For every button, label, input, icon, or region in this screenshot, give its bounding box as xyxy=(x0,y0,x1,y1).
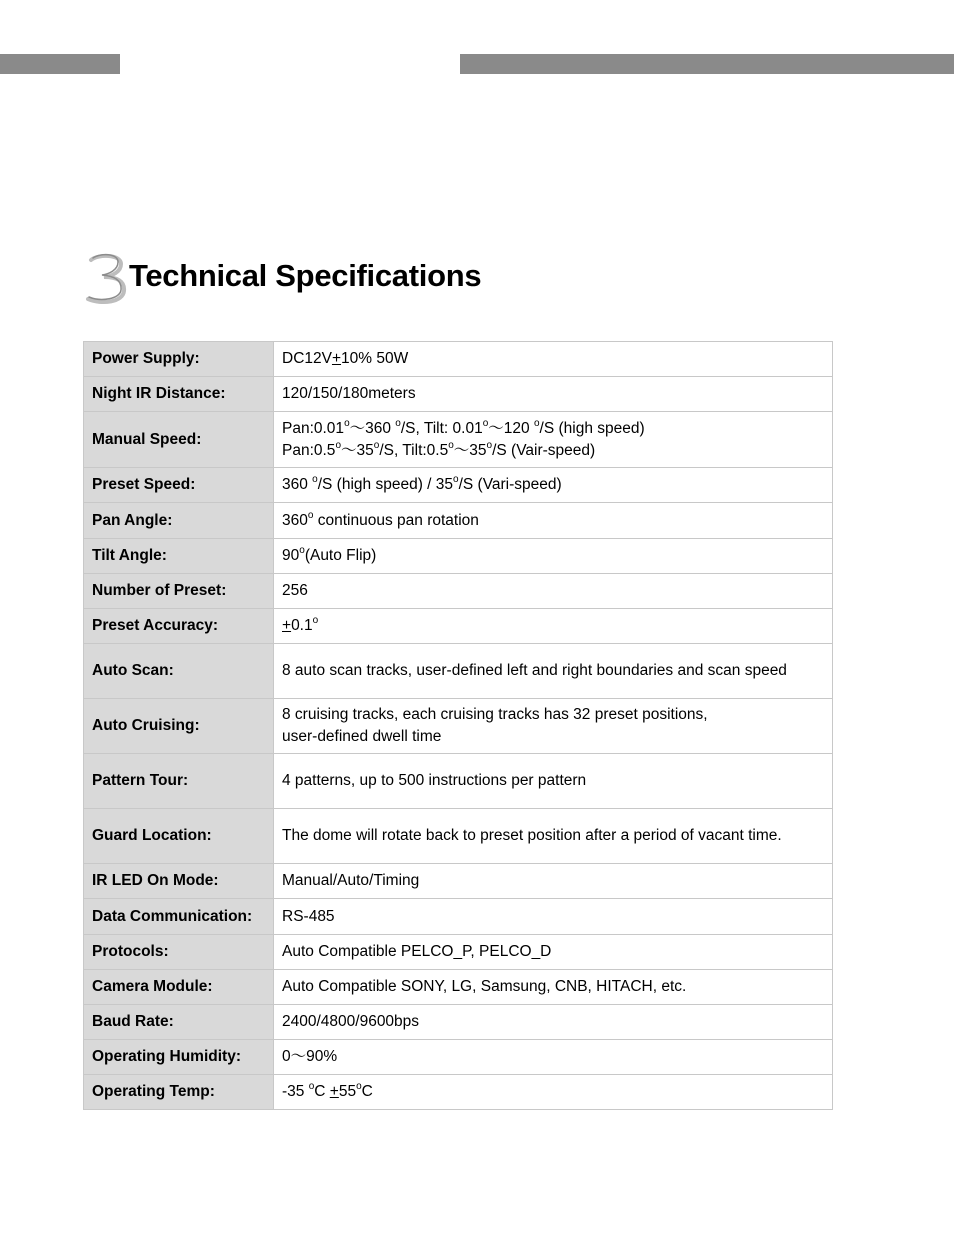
row-label: Guard Location: xyxy=(84,809,274,864)
row-label: Protocols: xyxy=(84,935,274,970)
table-row xyxy=(84,539,833,574)
row-label: Pan Angle: xyxy=(84,503,274,539)
spec-table xyxy=(83,341,833,1110)
row-label: Preset Speed: xyxy=(84,468,274,503)
row-value: $+0.1^o$ xyxy=(274,609,833,644)
table-row xyxy=(84,1040,833,1075)
row-label: Pattern Tour: xyxy=(84,754,274,809)
row-value: 360 $^o$/S (high speed) / 35$^o$/S (Vari-speed) xyxy=(274,468,833,503)
table-row xyxy=(84,935,833,970)
table-row xyxy=(84,412,833,468)
table-row xyxy=(84,574,833,609)
row-label: Operating Temp: xyxy=(84,1075,274,1110)
table-row xyxy=(84,468,833,503)
table-row xyxy=(84,1005,833,1040)
row-value: 8 auto scan tracks, user-defined left and right boundaries and scan speed xyxy=(274,644,833,699)
row-value: 4 patterns, up to 500 instructions per pattern xyxy=(274,754,833,809)
row-value: 120/150/180meters xyxy=(274,377,833,412)
table-row xyxy=(84,1075,833,1110)
table-row xyxy=(84,342,833,377)
chapter-number-graphic xyxy=(84,250,128,306)
table-row xyxy=(84,377,833,412)
row-value: 8 cruising tracks, each cruising tracks has 32 preset positions, user-defined dwell time xyxy=(274,699,833,754)
row-value: RS-485 xyxy=(274,899,833,935)
row-label: Tilt Angle: xyxy=(84,539,274,574)
row-value: 90$^o$(Auto Flip) xyxy=(274,539,833,574)
header-bar-left xyxy=(0,54,120,74)
row-label: Manual Speed: xyxy=(84,412,274,468)
row-label: Data Communication: xyxy=(84,899,274,935)
header-bar-right xyxy=(460,54,954,74)
row-label: Power Supply: xyxy=(84,342,274,377)
table-row xyxy=(84,899,833,935)
row-value: -35 $^oC +55^oC$ xyxy=(274,1075,833,1110)
row-label: Baud Rate: xyxy=(84,1005,274,1040)
row-value: Pan:0.01$^o$～360 $^o$/S, Tilt: 0.01$^o$～120 $^o$/S (high speed) Pan:0.5$^o$～35$^o$/S, Tilt:0.5$^o$～35$^o$/S (Vair-speed) xyxy=(274,412,833,468)
row-label: Auto Scan: xyxy=(84,644,274,699)
row-value: The dome will rotate back to preset position after a period of vacant time. xyxy=(274,809,833,864)
table-row xyxy=(84,503,833,539)
table-row xyxy=(84,609,833,644)
row-value: Auto Compatible PELCO_P, PELCO_D xyxy=(274,935,833,970)
row-label: Operating Humidity: xyxy=(84,1040,274,1075)
table-row xyxy=(84,970,833,1005)
page-title: Technical Specifications xyxy=(129,258,482,293)
section-heading xyxy=(84,250,481,306)
row-value: Manual/Auto/Timing xyxy=(274,864,833,899)
row-label: IR LED On Mode: xyxy=(84,864,274,899)
table-row xyxy=(84,864,833,899)
row-value: DC12V+10% 50W xyxy=(274,342,833,377)
row-value: Auto Compatible SONY, LG, Samsung, CNB, HITACH, etc. xyxy=(274,970,833,1005)
row-label: Number of Preset: xyxy=(84,574,274,609)
row-value: 2400/4800/9600bps xyxy=(274,1005,833,1040)
row-value: 360$^o$ continuous pan rotation xyxy=(274,503,833,539)
table-row xyxy=(84,644,833,699)
table-row xyxy=(84,754,833,809)
table-row xyxy=(84,699,833,754)
row-label: Auto Cruising: xyxy=(84,699,274,754)
table-row xyxy=(84,809,833,864)
row-label: Preset Accuracy: xyxy=(84,609,274,644)
row-value: 256 xyxy=(274,574,833,609)
row-label: Night IR Distance: xyxy=(84,377,274,412)
row-label: Camera Module: xyxy=(84,970,274,1005)
row-value: 0～90% xyxy=(274,1040,833,1075)
